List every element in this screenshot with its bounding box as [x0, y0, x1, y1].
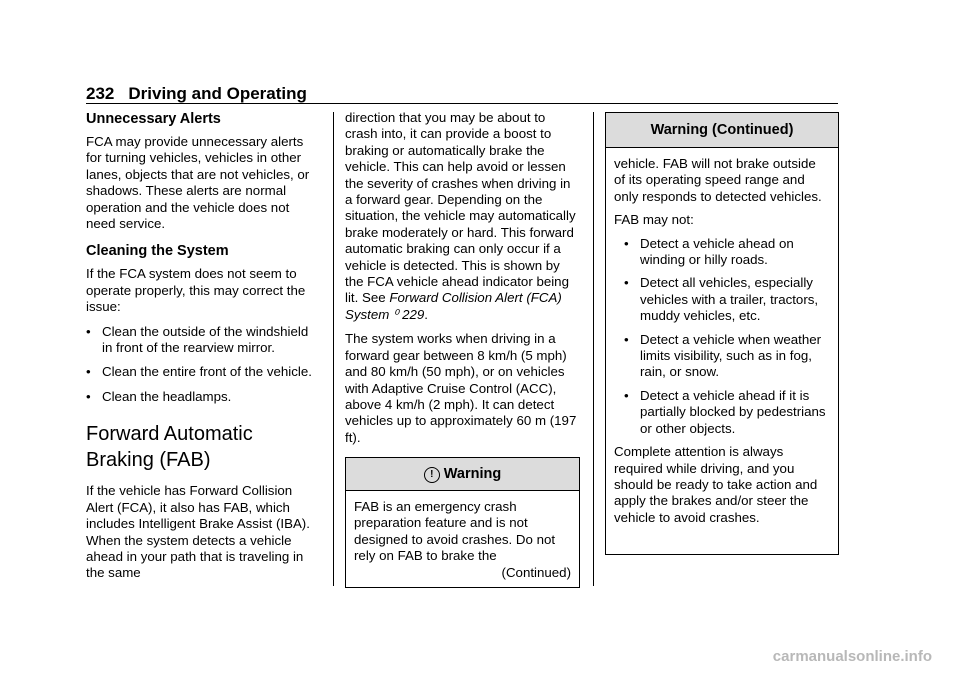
bullet-icon: •: [86, 388, 91, 404]
bullet-icon: •: [624, 331, 629, 347]
page-number: 232: [86, 84, 115, 103]
paragraph-fab-description: direction that you may be about to crash into, it can provide a boost to braking or automatically brake the vehicle. This can help avoid or lessen the severity of crashes when driving in a forward gear. Depending on the situation, the vehicle may automatically brake moderately or hard. This forward automatic braking can only occur if a vehicle is detected. This is shown by the FCA vehicle ahead indicator being lit.: [345, 110, 576, 306]
paragraph-operating-range: The system works when driving in a forward gear between 8 km/h (5 mph) and 80 km/h (50 mph), or on vehicles with Adaptive Cruise Control (ACC), above 4 km/h (2 mph). It can detect vehicles up to approximately 60 m (197 ft).: [345, 331, 577, 445]
column-divider-1: [333, 112, 334, 586]
list-item: • Clean the entire front of the vehicle.: [86, 364, 312, 380]
cross-reference-link[interactable]: Forward Collision Alert (FCA) System: [345, 290, 562, 322]
list-item: • Detect a vehicle ahead on winding or hilly roads.: [624, 235, 794, 268]
warning-text: FAB is an emergency crash preparation feature and is not designed to avoid crashes. Do not rely on FAB to brake the: [354, 499, 556, 564]
attention-text: Complete attention is always required while driving, and you should be ready to take action and apply the brakes and/or steer the vehicle to avoid crashes.: [614, 444, 818, 525]
page-header: [86, 84, 307, 104]
list-item: • Detect a vehicle when weather limits visibility, such as in fog, rain, or snow.: [624, 331, 822, 380]
column-2: direction that you may be about to crash into, it can provide a boost to braking or automatically brake the vehicle. This can help avoid or lessen the severity of crashes when driving in a forward gear. Depending on the situation, the vehicle may automatically brake moderately or hard. This forward automatic braking can only occur if a vehicle is detected. This is shown by the FCA vehicle ahead indicator being lit. See Forward Collision Alert (FCA) System ⁰ 229. The system works when driving in a forward gear between 8 km/h (5 mph) and 80 km/h (50 mph), or on vehicles with Adaptive Cruise Control (ACC), above 4 km/h (2 mph). It can detect vehicles up to approximately 60 m (197 ft).: [345, 110, 581, 454]
fab-may-not-label: FAB may not:: [614, 212, 694, 228]
paragraph-fab-intro: If the vehicle has Forward Collision Alert (FCA), it also has FAB, which includes Intelligent Brake Assist (IBA). When the system detects a vehicle ahead in your path that is traveling in the same: [86, 483, 310, 581]
header-rule: [86, 103, 838, 104]
heading-unnecessary-alerts: Unnecessary Alerts: [86, 111, 221, 127]
warning-continued-header: Warning (Continued): [606, 113, 838, 148]
warning-box: [345, 457, 580, 588]
column-1: [86, 110, 322, 590]
paragraph-cleaning: If the FCA system does not seem to operate properly, this may correct the issue:: [86, 266, 306, 315]
warning-header: [346, 458, 579, 491]
list-item: • Clean the headlamps.: [86, 388, 232, 404]
watermark: carmanualsonline.info: [772, 648, 932, 665]
heading-cleaning-system: Cleaning the System: [86, 243, 229, 260]
section-title-fab: Forward Automatic Braking (FAB): [86, 423, 253, 472]
warning-icon: !: [424, 467, 440, 483]
list-item: • Clean the outside of the windshield in front of the rearview mirror.: [86, 323, 309, 356]
bullet-icon: •: [624, 235, 629, 251]
list-item: • Detect a vehicle ahead if it is partially blocked by pedestrians or other objects.: [624, 387, 826, 436]
list-item: • Detect all vehicles, especially vehicles with a trailer, tractors, muddy vehicles, etc.: [624, 275, 819, 324]
continued-label: (Continued): [501, 564, 571, 580]
bullet-icon: •: [624, 275, 629, 291]
warning-continued-box: [605, 112, 839, 555]
warning-title: Warning: [443, 466, 502, 482]
bullet-icon: •: [86, 364, 91, 380]
bullet-icon: •: [624, 387, 629, 403]
bullet-icon: •: [86, 323, 91, 339]
paragraph-unnecessary-alerts: FCA may provide unnecessary alerts for turning vehicles, vehicles in other lanes, objects that are not vehicles, or shadows. These alerts are normal operation and the vehicle does not need service.: [86, 134, 310, 232]
warning-continued-text: vehicle. FAB will not brake outside of its operating speed range and only responds to detected vehicles.: [614, 156, 822, 204]
chapter-title: Driving and Operating: [128, 84, 307, 103]
column-divider-2: [593, 112, 594, 586]
